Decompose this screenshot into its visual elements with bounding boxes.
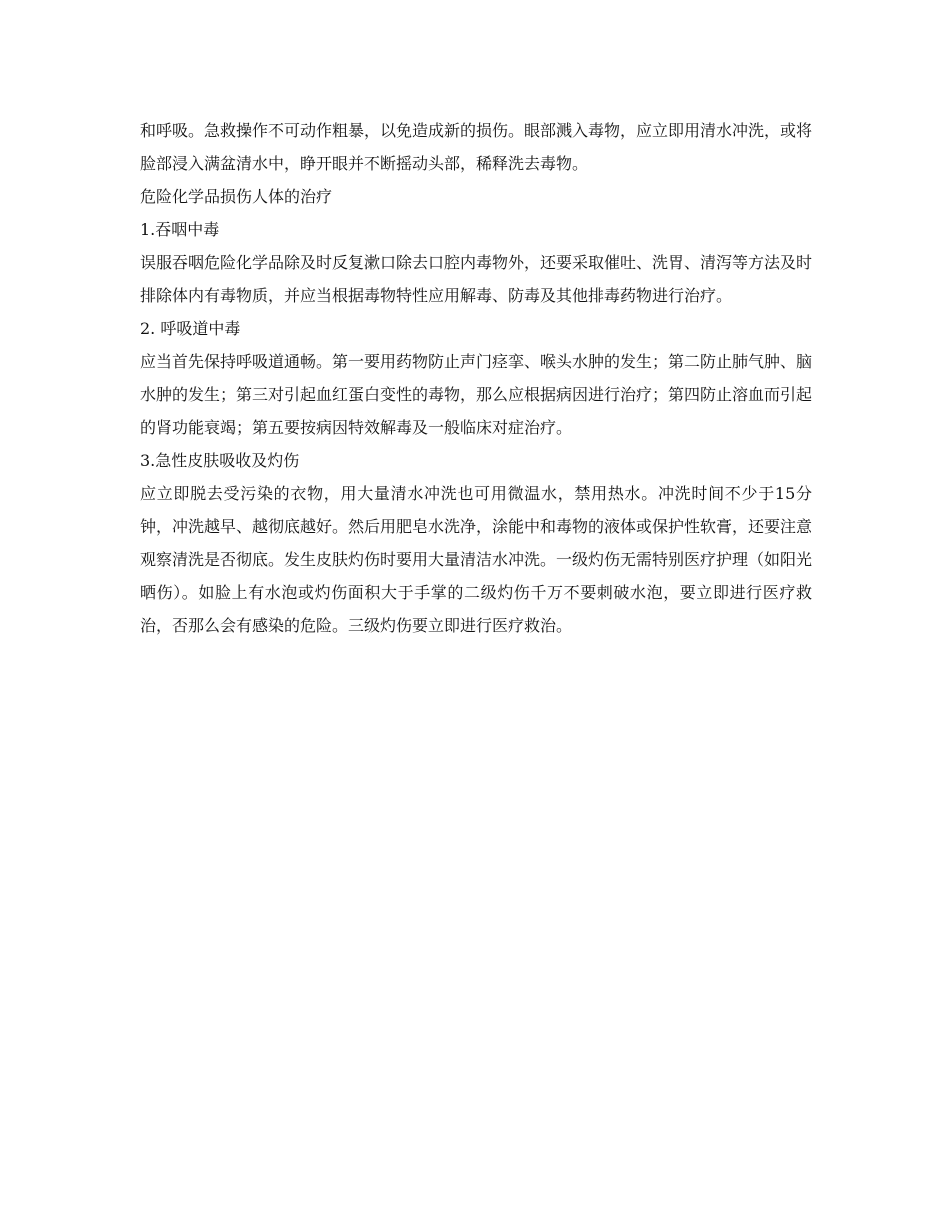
paragraph-eye-splash: 和呼吸。急救操作不可动作粗暴，以免造成新的损伤。眼部溅入毒物，应立即用清水冲洗，或将脸部浸入满盆清水中，睁开眼并不断摇动头部，稀释洗去毒物。 <box>140 121 813 173</box>
paragraph-swallow-poisoning: 误服吞咽危险化学品除及时反复漱口除去口腔内毒物外，还要采取催吐、洗胃、清泻等方法及时排除体内有毒物质，并应当根据毒物特性应用解毒、防毒及其他排毒药物进行治疗。 <box>140 253 813 305</box>
document-page <box>140 114 812 642</box>
subheading-respiratory-poisoning: 2. 呼吸道中毒 <box>140 319 241 338</box>
subheading-skin-burns: 3.急性皮肤吸收及灼伤 <box>140 451 300 470</box>
section-heading-treatment: 危险化学品损伤人体的治疗 <box>140 187 333 206</box>
paragraph-skin-burns: 应立即脱去受污染的衣物，用大量清水冲洗也可用微温水，禁用热水。冲洗时间不少于15分钟，冲洗越早、越彻底越好。然后用肥皂水洗净，涂能中和毒物的液体或保护性软膏，还要注意观察清洗是否彻底。发生皮肤灼伤时要用大量清洁水冲洗。一级灼伤无需特别医疗护理（如阳光晒伤）。如脸上有水泡或灼伤面积大于手掌的二级灼伤千万不要刺破水泡，要立即进行医疗救治，否那么会有感染的危险。三级灼伤要立即进行医疗救治。 <box>140 484 813 635</box>
paragraph-respiratory-poisoning: 应当首先保持呼吸道通畅。第一要用药物防止声门痉挛、喉头水肿的发生；第二防止肺气肿、脑水肿的发生；第三对引起血红蛋白变性的毒物，那么应根据病因进行治疗；第四防止溶血而引起的肾功能衰竭；第五要按病因特效解毒及一般临床对症治疗。 <box>140 352 813 437</box>
subheading-swallow-poisoning: 1.吞咽中毒 <box>140 220 220 239</box>
